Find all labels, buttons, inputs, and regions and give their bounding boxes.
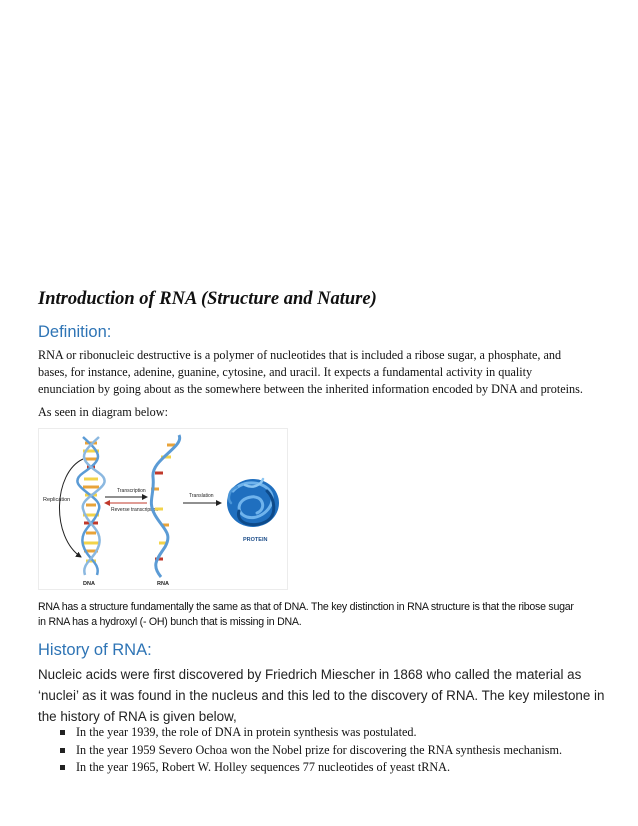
definition-line: RNA or ribonucleic destructive is a polymer of nucleotides that is included a ribose sugar, a phosphate, and	[38, 348, 562, 362]
list-item	[60, 724, 600, 742]
bullet-square-icon	[60, 730, 65, 735]
page-title: Introduction of RNA (Structure and Nature)	[38, 289, 377, 309]
milestone-text: In the year 1939, the role of DNA in protein synthesis was postulated.	[76, 725, 417, 739]
transcription-label: Transcription	[117, 488, 146, 494]
caption-line: in RNA has a hydroxyl (- OH) bunch that is missing in DNA.	[38, 616, 302, 628]
protein-label: PROTEIN	[243, 537, 268, 543]
history-line: the history of RNA is given below,	[38, 709, 237, 724]
reverse-transcription-label: Reverse transcription	[111, 507, 159, 513]
replication-label: Replication	[43, 497, 71, 503]
protein-structure	[227, 479, 279, 527]
dna-helix	[77, 437, 104, 575]
rna-strand	[151, 435, 180, 577]
definition-line: bases, for instance, adenine, guanine, cytosine, and uracil. It expects a fundamental activity in quality	[38, 365, 533, 379]
diagram-caption	[38, 600, 608, 630]
definition-line: enunciation by going about as the somewhere between the inherited information encoded by DNA and proteins.	[38, 382, 583, 396]
history-line: Nucleic acids were first discovered by Friedrich Miescher in 1868 who called the material as	[38, 667, 582, 682]
central-dogma-diagram	[38, 428, 288, 590]
history-heading: History of RNA:	[38, 641, 152, 659]
replication-arrow	[59, 459, 83, 557]
bullet-square-icon	[60, 748, 65, 753]
list-item	[60, 742, 600, 760]
diagram-intro: As seen in diagram below:	[38, 405, 168, 419]
history-line: ‘nuclei’ as it was found in the nucleus and this led to the discovery of RNA. The key milestone in	[38, 688, 605, 703]
history-paragraph	[38, 664, 608, 727]
bullet-square-icon	[60, 765, 65, 770]
caption-line: RNA has a structure fundamentally the same as that of DNA. The key distinction in RNA structure is that the ribose sugar	[38, 601, 574, 613]
history-milestones-list	[60, 724, 600, 777]
milestone-text: In the year 1965, Robert W. Holley sequences 77 nucleotides of yeast tRNA.	[76, 760, 451, 774]
diagram-figure	[39, 429, 287, 589]
milestone-text: In the year 1959 Severo Ochoa won the Nobel prize for discovering the RNA synthesis mechanism.	[76, 742, 563, 757]
translation-label: Translation	[189, 493, 214, 499]
dna-label: DNA	[83, 581, 95, 587]
definition-heading: Definition:	[38, 323, 112, 341]
rna-label: RNA	[157, 581, 169, 587]
list-item	[60, 759, 600, 777]
definition-paragraph	[38, 347, 598, 398]
